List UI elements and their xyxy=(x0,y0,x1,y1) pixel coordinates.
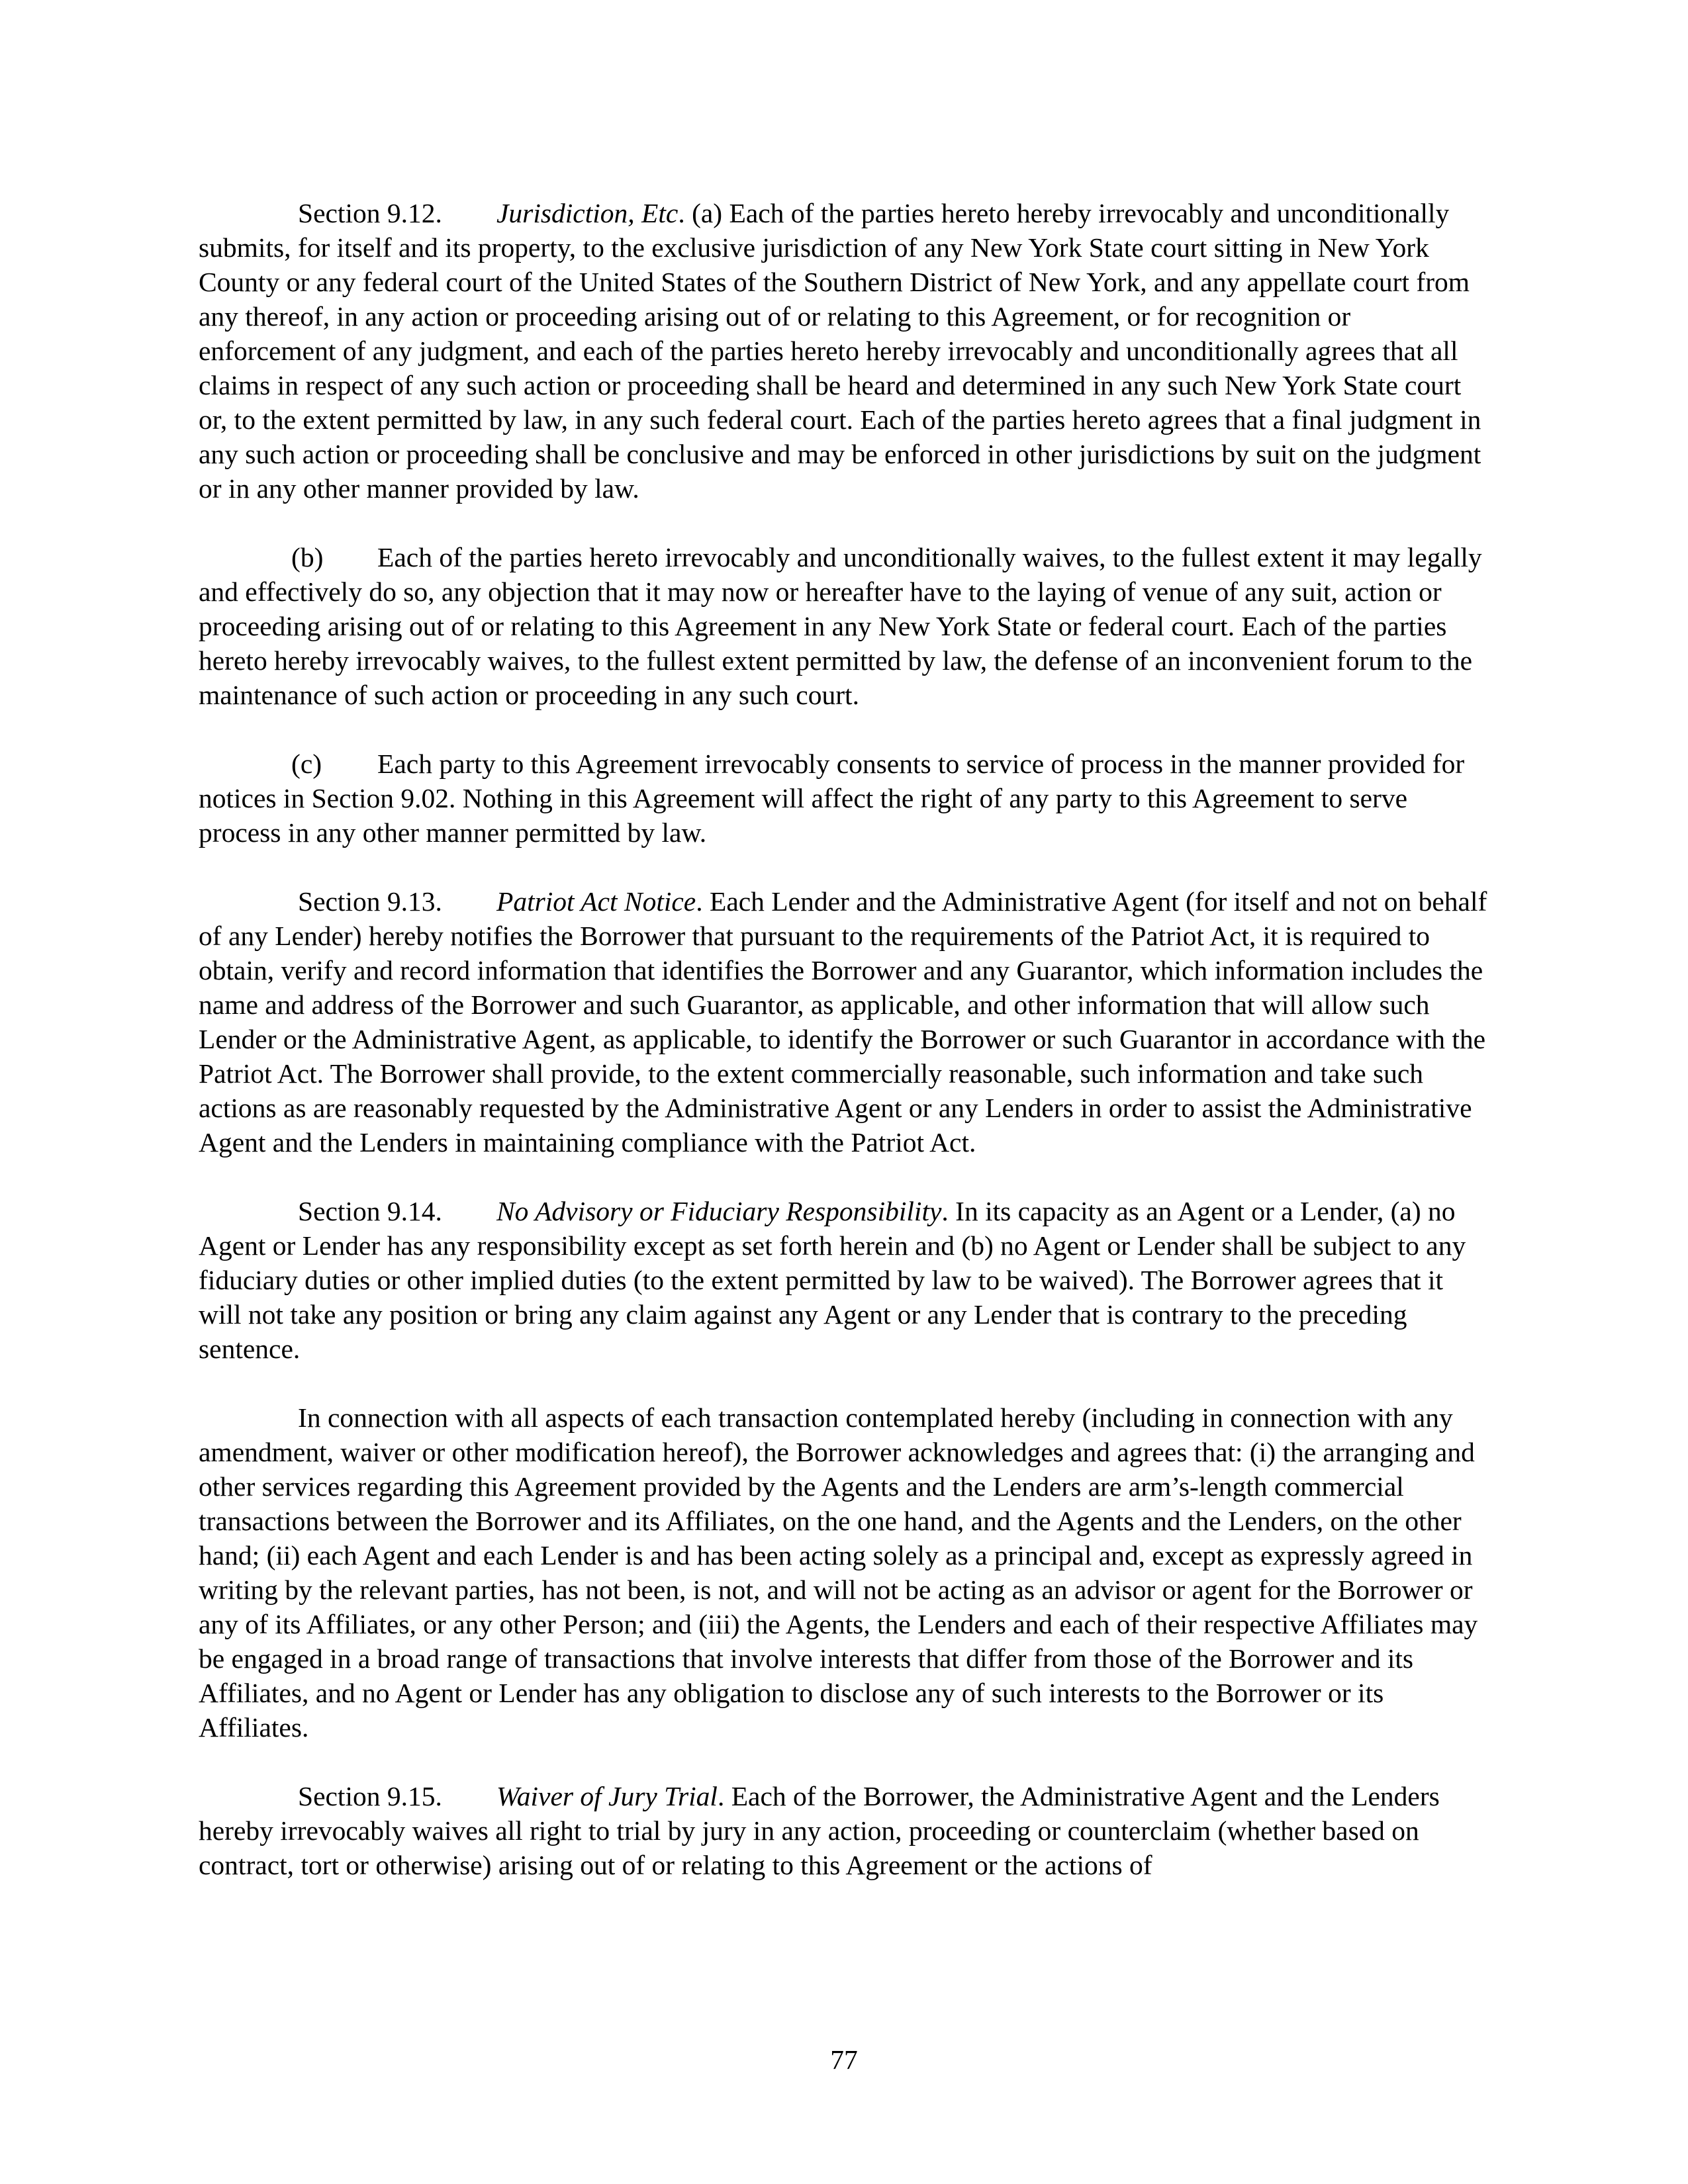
document-body xyxy=(199,196,1489,1917)
section-9-13-paragraph xyxy=(199,884,1489,1160)
section-title: No Advisory or Fiduciary Responsibility xyxy=(496,1196,942,1226)
section-title: Waiver of Jury Trial xyxy=(496,1781,718,1811)
section-text: . (a) Each of the parties hereto hereby irrevocably and unconditionally submits, for itself and its property, to the exclusive jurisdiction of any New York State court sitting in New York County or any federal court of the United States of the Southern District of New York, and any appellate court from any thereof, in any action or proceeding arising out of or relating to this Agreement, or for recognition or enforcement of any judgment, and each of the parties hereto hereby irrevocably and unconditionally agrees that all claims in respect of any such action or proceeding shall be heard and determined in any such New York State court or, to the extent permitted by law, in any such federal court. Each of the parties hereto agrees that a final judgment in any such action or proceeding shall be conclusive and may be enforced in other jurisdictions by suit on the judgment or in any other manner provided by law. xyxy=(199,198,1481,504)
section-9-12-b-paragraph xyxy=(199,540,1489,712)
section-title: Jurisdiction, Etc xyxy=(496,198,679,228)
section-9-15-paragraph xyxy=(199,1779,1489,1882)
section-9-12-c-paragraph xyxy=(199,747,1489,850)
section-9-14-paragraph xyxy=(199,1194,1489,1366)
clause-label: (c) xyxy=(291,749,322,779)
section-text: In connection with all aspects of each transaction contemplated hereby (including in connection with any amendment, waiver or other modification hereof), the Borrower acknowledges and agrees that: (i) the arranging and other services regarding this Agreement provided by the Agents and the Lenders are arm’s-length commercial transactions between the Borrower and its Affiliates, on the one hand, and the Agents and the Lenders, on the other hand; (ii) each Agent and each Lender is and has been acting solely as a principal and, except as expressly agreed in writing by the relevant parties, has not been, is not, and will not be acting as an advisor or agent for the Borrower or any of its Affiliates, or any other Person; and (iii) the Agents, the Lenders and each of their respective Affiliates may be engaged in a broad range of transactions that involve interests that differ from those of the Borrower and its Affiliates, and no Agent or Lender has any obligation to disclose any of such interests to the Borrower or its Affiliates. xyxy=(199,1402,1478,1743)
clause-label: (b) xyxy=(291,542,324,572)
section-text: . Each of the Borrower, the Administrative Agent and the Lenders hereby irrevocably waives all right to trial by jury in any action, proceeding or counterclaim (whether based on contract, tort or otherwise) arising out of or relating to this Agreement or the actions of xyxy=(199,1781,1440,1880)
section-number: Section 9.14. xyxy=(298,1196,442,1226)
section-9-14-continuation-paragraph xyxy=(199,1400,1489,1745)
section-text: . Each Lender and the Administrative Agent (for itself and not on behalf of any Lender) hereby notifies the Borrower that pursuant to the requirements of the Patriot Act, it is required to obtain, verify and record information that identifies the Borrower and any Guarantor, which information includes the name and address of the Borrower and such Guarantor, as applicable, and other information that will allow such Lender or the Administrative Agent, as applicable, to identify the Borrower or such Guarantor in accordance with the Patriot Act. The Borrower shall provide, to the extent commercially reasonable, such information and take such actions as are reasonably requested by the Administrative Agent or any Lenders in order to assist the Administrative Agent and the Lenders in maintaining compliance with the Patriot Act. xyxy=(199,886,1487,1158)
section-9-12-paragraph xyxy=(199,196,1489,506)
page-number: 77 xyxy=(830,2044,858,2075)
clause-text: Each of the parties hereto irrevocably and unconditionally waives, to the fullest extent it may legally and effectively do so, any objection that it may now or hereafter have to the laying of venue of any suit, action or proceeding arising out of or relating to this Agreement in any New York State or federal court. Each of the parties hereto hereby irrevocably waives, to the fullest extent permitted by law, the defense of an inconvenient forum to the maintenance of such action or proceeding in any such court. xyxy=(199,542,1482,710)
section-text: . In its capacity as an Agent or a Lender, (a) no Agent or Lender has any responsibility except as set forth herein and (b) no Agent or Lender shall be subject to any fiduciary duties or other implied duties (to the extent permitted by law to be waived). The Borrower agrees that it will not take any position or bring any claim against any Agent or any Lender that is contrary to the preceding sentence. xyxy=(199,1196,1466,1364)
clause-text: Each party to this Agreement irrevocably consents to service of process in the manner provided for notices in Section 9.02. Nothing in this Agreement will affect the right of any party to this Agreement to serve process in any other manner permitted by law. xyxy=(199,749,1465,848)
section-title: Patriot Act Notice xyxy=(496,886,696,917)
section-number: Section 9.13. xyxy=(298,886,442,917)
section-number: Section 9.15. xyxy=(298,1781,442,1811)
section-number: Section 9.12. xyxy=(298,198,442,228)
